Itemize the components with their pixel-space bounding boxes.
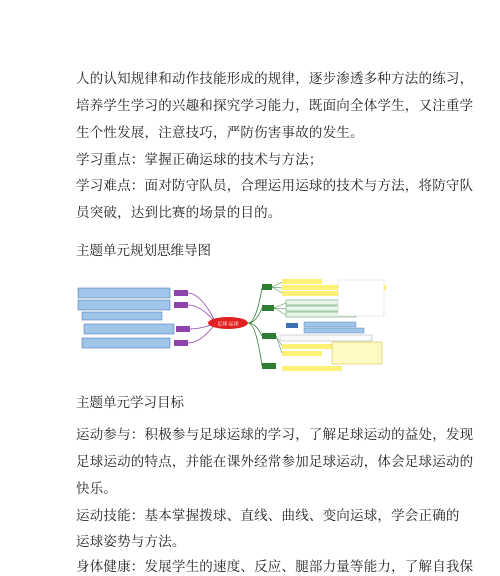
- mindmap-node: [282, 344, 332, 349]
- mindmap-node: [332, 342, 382, 364]
- difficulty-line: 学习难点：面对防守队员，合理运用运球的技术与方法，将防守队: [76, 178, 474, 194]
- mindmap-node: [262, 305, 274, 311]
- mindmap-node: [82, 312, 162, 320]
- skills-line: 运动技能：基本掌握拨球、直线、曲线、变向运球，学会正确的: [76, 508, 460, 524]
- mindmap-node: [174, 302, 188, 308]
- paragraph-line: 生个性发展，注意技巧，严防伤害事故的发生。: [76, 125, 364, 141]
- mindmap-node: [282, 291, 338, 296]
- mindmap-node: [262, 333, 276, 339]
- mindmap-node: [174, 340, 188, 346]
- mindmap-center-label: 足球·运球: [217, 321, 239, 328]
- mindmap-figure: [76, 278, 386, 376]
- mindmap-node: [262, 363, 276, 369]
- mindmap-node: [174, 290, 188, 296]
- key-point-line: 学习重点：掌握正确运球的技术与方法；: [76, 152, 323, 168]
- health-line: 身体健康：发展学生的速度、反应、腿部力量等能力，了解自我保: [76, 559, 474, 575]
- mindmap-node: [282, 279, 322, 284]
- mindmap-note: [338, 280, 384, 316]
- mindmap-node: [262, 284, 272, 290]
- mindmap-svg: [76, 278, 386, 376]
- mindmap-node: [282, 366, 342, 371]
- participation-line: 足球运动的特点，并能在课外经常参加足球运动，体会足球运动的: [76, 454, 474, 470]
- paragraph-line: 培养学生学习的兴趣和探究学习能力，既面向全体学生，又注重学: [76, 98, 474, 114]
- mindmap-node: [84, 324, 174, 334]
- paragraph-line: 人的认知规律和动作技能形成的规律，逐步渗透多种方法的练习，: [76, 71, 474, 87]
- mindmap-heading: 主题单元规划思维导图: [76, 243, 211, 259]
- participation-line: 运动参与：积极参与足球运球的学习，了解足球运动的益处，发现: [76, 427, 474, 443]
- mindmap-node: [304, 328, 364, 333]
- participation-line: 快乐。: [76, 481, 118, 497]
- goals-heading: 主题单元学习目标: [76, 395, 184, 411]
- mindmap-node: [280, 335, 372, 341]
- skills-line: 运球姿势与方法。: [76, 534, 186, 550]
- mindmap-node: [304, 322, 356, 327]
- difficulty-line: 员突破，达到比赛的场景的目的。: [76, 205, 282, 221]
- mindmap-node: [82, 338, 170, 348]
- mindmap-node: [78, 288, 170, 298]
- mindmap-node: [78, 300, 170, 310]
- mindmap-node: [176, 326, 190, 332]
- mindmap-node: [286, 323, 298, 328]
- mindmap-node: [282, 351, 322, 356]
